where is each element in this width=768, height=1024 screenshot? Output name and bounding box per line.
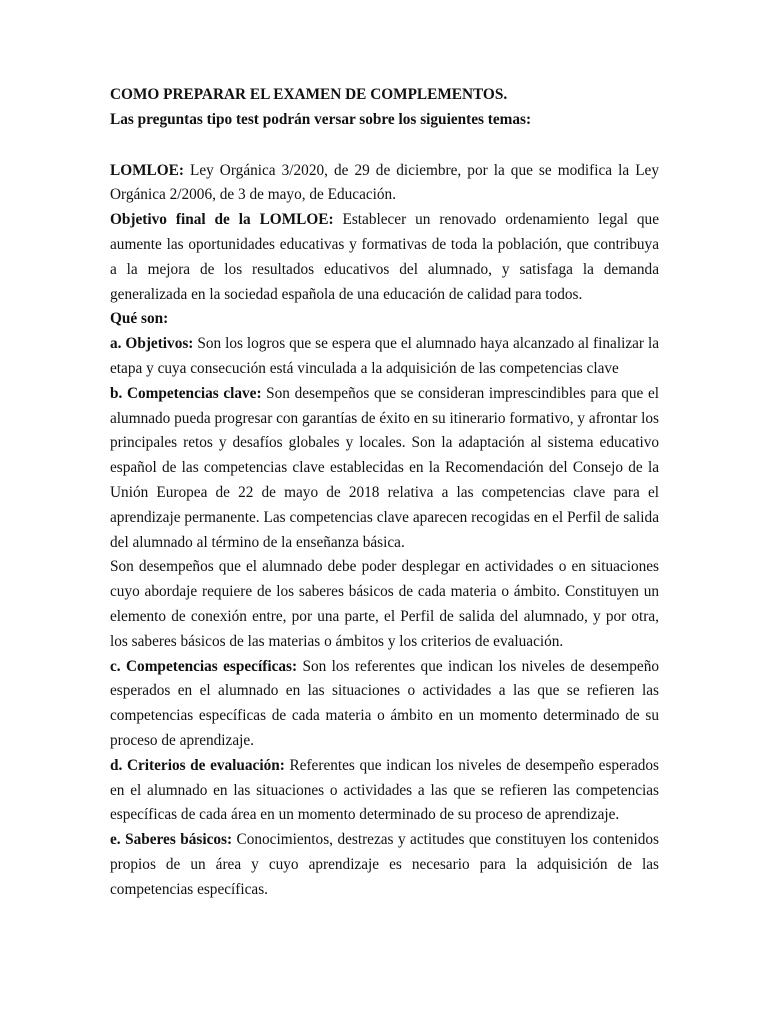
section-label: LOMLOE: xyxy=(110,161,184,179)
section-competencias-especificas xyxy=(110,655,659,754)
section-objetivo-final xyxy=(110,208,659,307)
section-objetivos xyxy=(110,332,659,382)
section-text: Son desempeños que se consideran imprescindibles para que el alumnado pueda progresar con garantías de éxito en su itinerario formativo, y afrontar los principales retos y desafíos globales y locales. Son la adaptación al sistema educativo español de las competencias clave establecidas en la Recomendación del Consejo de la Unión Europea de 22 de mayo de 2018 relativa a las competencias clave para el aprendizaje permanente. Las competencias clave aparecen recogidas en el Perfil de salida del alumnado al término de la enseñanza básica. xyxy=(110,384,660,551)
section-lomloe xyxy=(110,159,659,209)
section-label: Qué son: xyxy=(110,310,169,328)
section-que-son xyxy=(110,307,659,332)
section-text: Son desempeños que el alumnado debe poder desplegar en actividades o en situaciones cuyo abordaje requiere de los saberes básicos de cada materia o ámbito. Constituyen un elemento de conexión entre, por una parte, el Perfil de salida del alumnado, y por otra, los saberes básicos de las materias o ámbitos y los criterios de evaluación. xyxy=(110,558,659,650)
document-subtitle: Las preguntas tipo test podrán versar sobre los siguientes temas: xyxy=(110,110,532,128)
section-competencias-clave-desempenos xyxy=(110,555,659,654)
section-competencias-clave xyxy=(110,382,659,556)
section-label: Objetivo final de la LOMLOE: xyxy=(110,211,334,229)
section-text: Referentes que indican los niveles de desempeño esperados en el alumnado en las situaciones o actividades a las que se refieren las competencias específicas de cada área en un momento determinado de su proceso de aprendizaje. xyxy=(110,756,659,824)
section-label: d. Criterios de evaluación: xyxy=(110,756,285,774)
section-text: Conocimientos, destrezas y actitudes que constituyen los contenidos propios de un área y cuyo aprendizaje es necesario para la adquisición de las competencias específicas. xyxy=(110,831,659,898)
section-text: Ley Orgánica 3/2020, de 29 de diciembre, por la que se modifica la Ley Orgánica 2/2006, de 3 de mayo, de Educación. xyxy=(110,161,659,204)
section-text: Establecer un renovado ordenamiento legal que aumente las oportunidades educativas y formativas de toda la población, que contribuya a la mejora de los resultados educativos del alumnado, y satisfaga la demanda generalizada en la sociedad española de una educación de calidad para todos. xyxy=(110,211,659,303)
section-text: Son los logros que se espera que el alumnado haya alcanzado al finalizar la etapa y cuya consecución está vinculada a la adquisición de las competencias clave xyxy=(110,335,659,377)
section-text: Son los referentes que indican los niveles de desempeño esperados en el alumnado en las situaciones o actividades a las que se refieren las competencias específicas de cada materia o ámbito en un momento determinado de su proceso de aprendizaje. xyxy=(110,657,659,749)
document-title: COMO PREPARAR EL EXAMEN DE COMPLEMENTOS. xyxy=(110,86,508,103)
section-label: b. Competencias clave: xyxy=(110,384,262,402)
section-label: c. Competencias específicas: xyxy=(110,657,298,675)
section-label: a. Objetivos: xyxy=(110,335,194,353)
section-saberes-basicos xyxy=(110,828,659,902)
section-label: e. Saberes básicos: xyxy=(110,831,233,849)
section-criterios-evaluacion xyxy=(110,754,659,828)
title-block xyxy=(110,83,659,133)
document-body xyxy=(110,159,659,903)
